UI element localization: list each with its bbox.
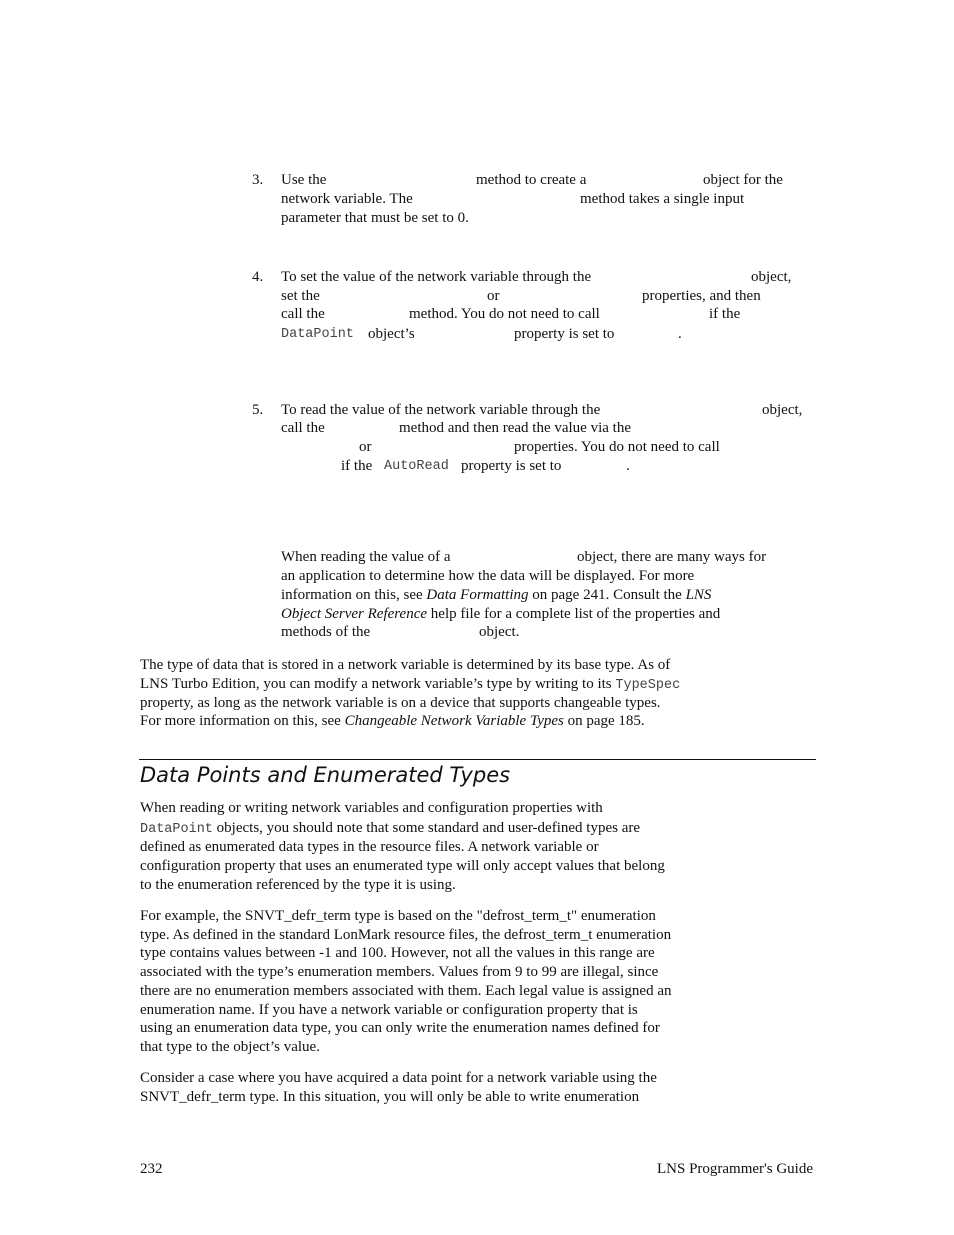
text-line: object, (762, 402, 803, 418)
text-line: on page 241. Consult the (532, 587, 682, 603)
text-line: object. (479, 624, 520, 640)
cross-reference: Data Formatting (426, 587, 529, 603)
code-term: AutoRead (384, 459, 449, 474)
text-line: object for the (703, 172, 783, 188)
text-line: method to create a (476, 172, 587, 188)
text-line: property is set to (514, 326, 615, 342)
text-line: The type of data that is stored in a network variable is determined by its base type. As of (140, 657, 671, 673)
text-line: associated with the type’s enumeration members. Values from 9 to 99 are illegal, since (140, 964, 659, 980)
text-line: information on this, see (281, 587, 423, 603)
text-line: methods of the (281, 624, 371, 640)
text-line: properties, and then (642, 288, 761, 304)
text-line: properties. You do not need to call (514, 439, 720, 455)
code-term: TypeSpec (615, 678, 681, 693)
section-divider (139, 759, 816, 760)
text-line: that type to the object’s value. (140, 1039, 320, 1055)
text-line: using an enumeration data type, you can only write the enumeration names defined for (140, 1020, 660, 1036)
text-line: object’s (368, 326, 415, 342)
text-line: parameter that must be set to 0. (281, 210, 469, 226)
list-number: 4. (252, 269, 264, 285)
text-line: LNS Turbo Edition, you can modify a network variable’s type by writing to its (140, 676, 612, 692)
text-line: object, (751, 269, 792, 285)
text-line: or (487, 288, 500, 304)
cross-reference: Changeable Network Variable Types (344, 713, 564, 729)
text-line: property, as long as the network variable is on a device that supports changeable types. (140, 695, 661, 711)
text-line: object, there are many ways for (577, 549, 767, 565)
section-heading: Data Points and Enumerated Types (140, 763, 511, 787)
text-line: set the (281, 288, 320, 304)
text-line: an application to determine how the data will be displayed. For more (281, 568, 695, 584)
text-line: To set the value of the network variable through the (281, 269, 592, 285)
text-line: configuration property that uses an enumerated type will only accept values that belong (140, 858, 665, 874)
text-line: Consider a case where you have acquired a data point for a network variable using the (140, 1070, 657, 1086)
text-line: type. As defined in the standard LonMark resource files, the defrost_term_t enumeration (140, 927, 672, 943)
text-line: type contains values between -1 and 100. However, not all the values in this range are (140, 945, 655, 961)
text-line: method. You do not need to call (409, 306, 600, 322)
book-title-reference: LNS (685, 587, 712, 603)
text-line: When reading or writing network variables and configuration properties with (140, 800, 603, 816)
text-line: call the (281, 420, 325, 436)
book-title-reference: Object Server Reference (281, 606, 428, 622)
text-line: To read the value of the network variable through the (281, 402, 601, 418)
page-number: 232 (140, 1161, 163, 1177)
list-number: 5. (252, 402, 264, 418)
text-line: For more information on this, see (140, 713, 341, 729)
text-line: For example, the SNVT_defr_term type is based on the "defrost_term_t" enumeration (140, 908, 656, 924)
text-line: objects, you should note that some standard and user-defined types are (216, 820, 641, 836)
text-line: call the (281, 306, 325, 322)
text-line: property is set to (461, 458, 562, 474)
text-line: network variable. The (281, 191, 413, 207)
text-line: . (626, 458, 630, 474)
code-term: DataPoint (140, 822, 213, 837)
text-line: to the enumeration referenced by the type it is using. (140, 877, 456, 893)
text-line: defined as enumerated data types in the resource files. A network variable or (140, 839, 599, 855)
text-line: Use the (281, 172, 327, 188)
text-line: help file for a complete list of the properties and (430, 606, 721, 622)
list-number: 3. (252, 172, 264, 188)
text-line: method and then read the value via the (399, 420, 631, 436)
text-line: . (678, 326, 682, 342)
text-line: method takes a single input (580, 191, 745, 207)
footer-book-title: LNS Programmer's Guide (656, 1161, 813, 1177)
text-line: if the (709, 306, 741, 322)
text-line: if the (341, 458, 373, 474)
text-line: there are no enumeration members associated with them. Each legal value is assigned an (140, 983, 672, 999)
text-line: enumeration name. If you have a network variable or configuration property that is (140, 1002, 638, 1018)
text-line: When reading the value of a (281, 549, 451, 565)
text-line: SNVT_defr_term type. In this situation, you will only be able to write enumeration (140, 1089, 640, 1105)
code-term: DataPoint (281, 327, 354, 342)
text-line: or (359, 439, 372, 455)
text-line: on page 185. (567, 713, 645, 729)
